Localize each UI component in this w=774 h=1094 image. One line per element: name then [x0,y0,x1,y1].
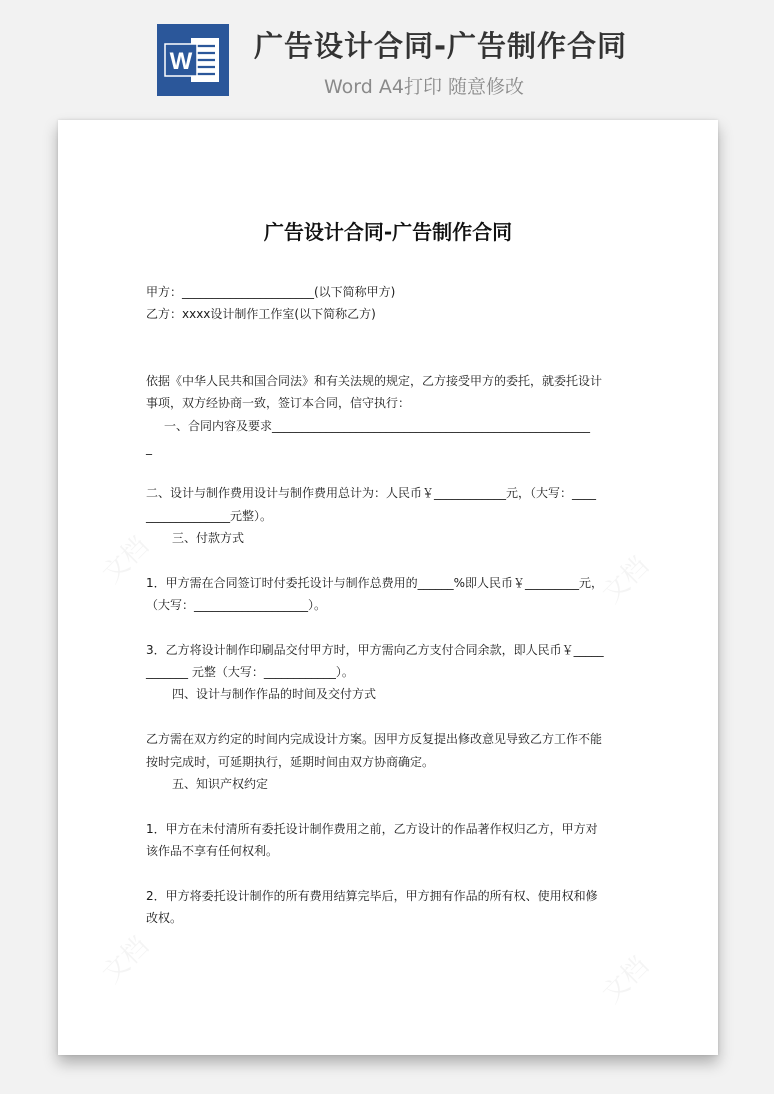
party-b-line: 乙方：xxxx设计制作工作室(以下简称乙方) [146,307,376,321]
party-a-line: 甲方：______________________(以下简称甲方) [146,285,396,299]
watermark: 文档 [96,531,155,590]
paragraph-line: 乙方需在双方约定的时间内完成设计方案。因甲方反复提出修改意见导致乙方工作不能 [146,732,603,746]
paragraph-line: 1．甲方在未付清所有委托设计制作费用之前，乙方设计的作品著作权归乙方，甲方对 [146,822,598,836]
watermark: 文档 [596,951,655,1010]
document-page [58,120,718,1055]
header-banner [0,0,774,115]
paragraph-line: _ [146,441,152,455]
watermark: 文档 [96,931,155,990]
paragraph-line: （大写：___________________）。 [146,598,327,612]
word-icon-letter: W [169,48,193,75]
section-heading: 四、设计与制作作品的时间及交付方式 [172,687,377,701]
paragraph-line: 二、设计与制作费用设计与制作费用总计为：人民币￥____________元，（大写：____ [146,486,597,500]
watermark: 文档 [596,551,655,610]
word-document-icon [157,24,229,96]
paragraph-line: 事项，双方经协商一致，签订本合同，信守执行： [146,396,411,410]
paragraph-line: 依据《中华人民共和国合同法》和有关法规的规定，乙方接受甲方的委托，就委托设计 [146,374,603,388]
section-heading: 三、付款方式 [172,531,245,545]
document-title: 广告设计合同-广告制作合同 [263,220,513,244]
page-subtitle: Word A4打印 随意修改 [324,76,525,98]
paragraph-line: 按时完成时，可延期执行，延期时间由双方协商确定。 [146,755,435,769]
paragraph-line: 该作品不享有任何权利。 [146,844,279,858]
paragraph-line: 2．甲方将委托设计制作的所有费用结算完毕后，甲方拥有作品的所有权、使用权和修 [146,889,598,903]
page-title: 广告设计合同-广告制作合同 [254,29,628,63]
paragraph-line: 3．乙方将设计制作印刷品交付甲方时，甲方需向乙方支付合同余款，即人民币￥_____ [146,643,604,657]
section-heading: 五、知识产权约定 [172,777,269,791]
paragraph-line: ______________元整）。 [146,509,273,523]
paragraph-line: 1．甲方需在合同签订时付委托设计与制作总费用的______%即人民币￥_________元， [146,576,604,590]
paragraph-line: 改权。 [146,911,183,925]
paragraph-line: _______ 元整（大写：____________）。 [146,665,354,679]
section-heading: 一、合同内容及要求_____________________________________________________ [164,419,591,433]
